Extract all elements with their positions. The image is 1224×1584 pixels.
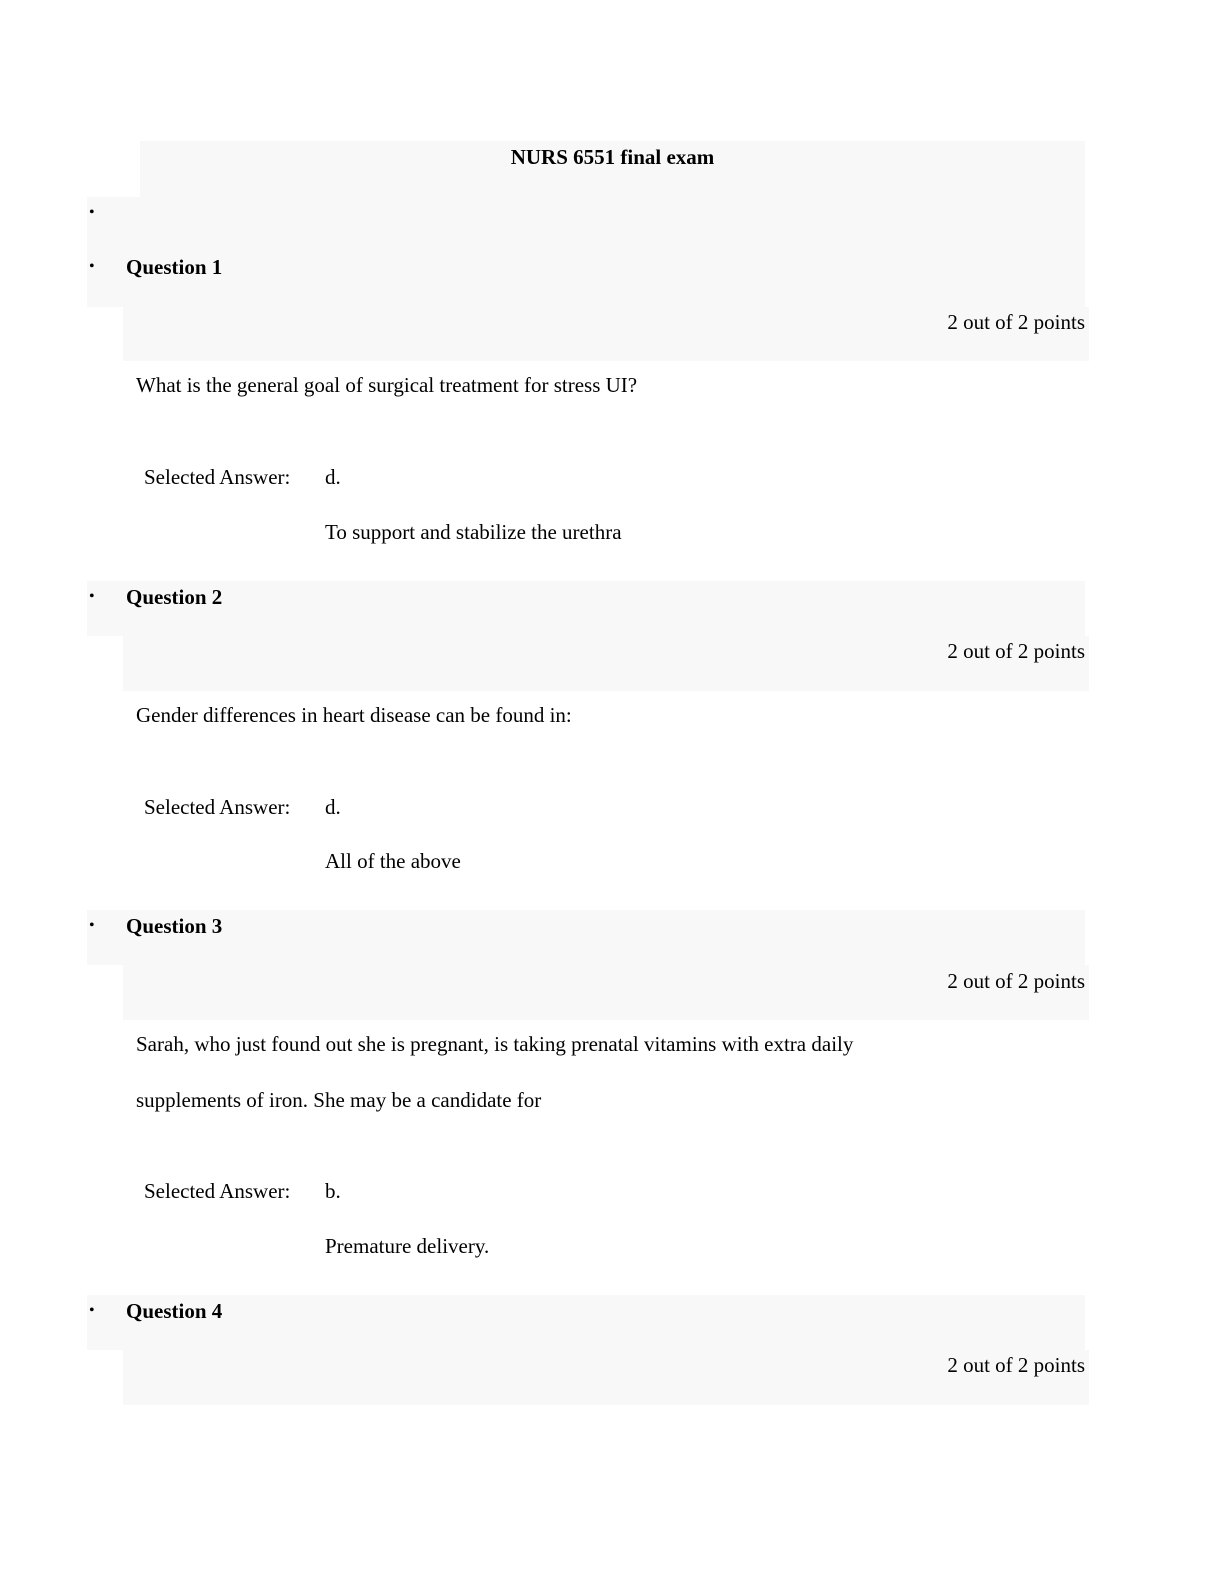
list-bullet: • — [89, 588, 95, 605]
points-label: 2 out of 2 points — [947, 969, 1085, 993]
selected-answer-letter: b. — [325, 1179, 341, 1203]
question-heading: Question 1 — [126, 255, 223, 279]
question-text: Gender differences in heart disease can be found in: — [136, 703, 572, 727]
selected-answer-letter: d. — [325, 795, 341, 819]
question-text: supplements of iron. She may be a candidate for — [136, 1088, 542, 1112]
selected-answer-text: To support and stabilize the urethra — [325, 520, 622, 544]
question-heading: Question 4 — [126, 1299, 223, 1323]
list-bullet: • — [89, 1302, 95, 1319]
question-text: What is the general goal of surgical treatment for stress UI? — [136, 373, 638, 397]
points-label: 2 out of 2 points — [947, 310, 1085, 334]
selected-answer-label: Selected Answer: — [144, 465, 291, 489]
question-2-heading-shade — [87, 581, 1085, 636]
question-4-points-shade — [123, 1350, 1089, 1405]
list-bullet: • — [89, 204, 95, 221]
question-1-points-shade — [123, 307, 1089, 361]
question-heading: Question 3 — [126, 914, 223, 938]
points-label: 2 out of 2 points — [947, 1353, 1085, 1377]
selected-answer-text: All of the above — [325, 849, 461, 873]
list-bullet: • — [89, 258, 95, 275]
points-label: 2 out of 2 points — [947, 639, 1085, 663]
question-2-points-shade — [123, 636, 1089, 691]
question-4-heading-shade — [87, 1295, 1085, 1350]
selected-answer-text: Premature delivery. — [325, 1234, 490, 1258]
selected-answer-label: Selected Answer: — [144, 795, 291, 819]
question-3-heading-shade — [87, 910, 1085, 965]
list-bullet: • — [89, 917, 95, 934]
question-1-heading-shade — [87, 197, 1085, 307]
selected-answer-label: Selected Answer: — [144, 1179, 291, 1203]
question-text: Sarah, who just found out she is pregnant, is taking prenatal vitamins with extra daily — [136, 1032, 854, 1056]
question-heading: Question 2 — [126, 585, 223, 609]
question-3-points-shade — [123, 965, 1089, 1020]
page-title: NURS 6551 final exam — [510, 145, 715, 169]
selected-answer-letter: d. — [325, 465, 341, 489]
